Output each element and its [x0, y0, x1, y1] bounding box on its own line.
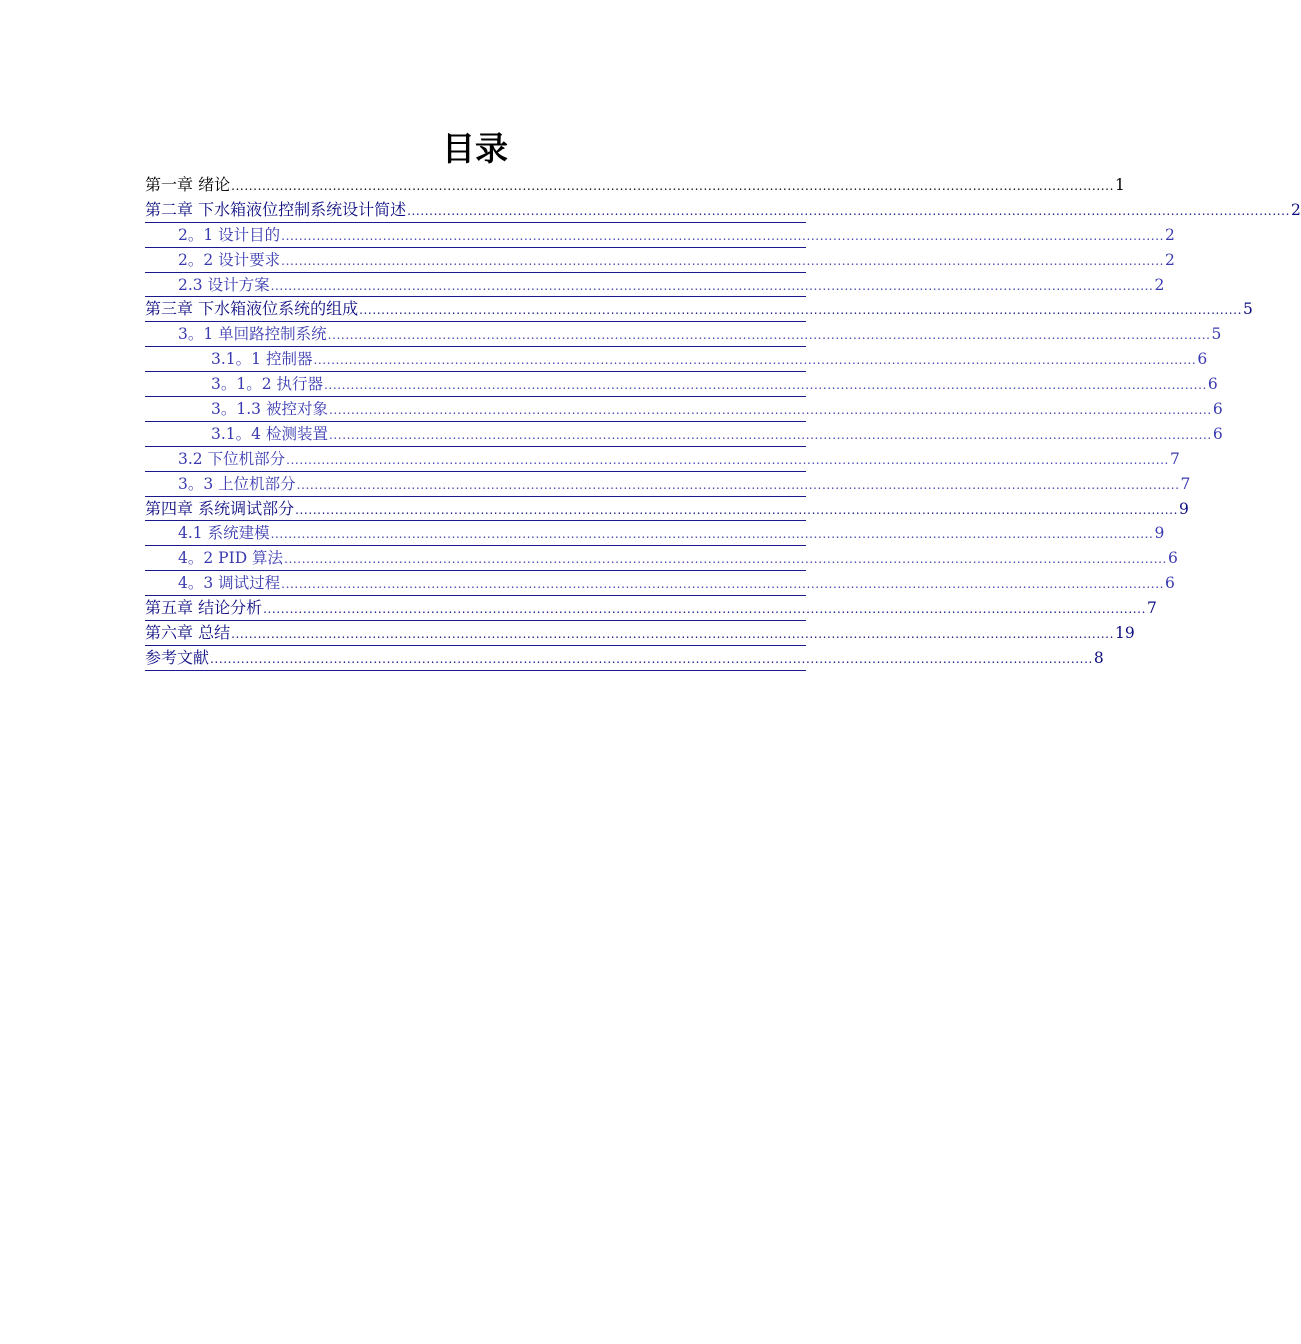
toc-page-number: 6 — [1167, 549, 1178, 568]
toc-entry[interactable] — [145, 596, 1157, 621]
toc-dot-leader: ........................................................................................................................................................................................................ — [328, 427, 1212, 442]
toc-entry-text: 4。2 PID 算法 — [178, 549, 284, 568]
toc-dot-leader: ........................................................................................................................................................................................................ — [407, 203, 1290, 218]
toc-entry-text: 2。1 设计目的 — [178, 225, 281, 244]
toc-page-number: 7 — [1180, 474, 1191, 493]
toc-page-number: 5 — [1242, 300, 1253, 319]
toc-page-number: 2 — [1165, 250, 1175, 269]
toc-entry-text: 3。1.3 被控对象 — [211, 400, 328, 419]
toc-entry[interactable] — [145, 297, 1253, 322]
toc-entry[interactable] — [145, 621, 1135, 646]
toc-dot-leader: ........................................................................................................................................................................................................ — [327, 328, 1211, 343]
toc-entry-text: 3.1。1 控制器 — [211, 350, 313, 369]
toc-entry[interactable] — [145, 521, 1165, 546]
toc-entry[interactable] — [145, 397, 1223, 422]
toc-entry-text: 第五章 结论分析 — [145, 598, 263, 618]
table-of-contents — [145, 173, 1301, 671]
toc-page-number: 7 — [1169, 449, 1180, 468]
toc-dot-leader: ........................................................................................................................................................................................................ — [328, 403, 1212, 418]
toc-page-number: 9 — [1154, 524, 1165, 543]
toc-entry[interactable] — [145, 273, 1165, 298]
toc-entry-text: 2。2 设计要求 — [178, 250, 281, 269]
toc-entry-text: 第四章 系统调试部分 — [145, 498, 295, 518]
toc-entry[interactable] — [145, 248, 1175, 273]
toc-entry-text: 第二章 下水箱液位控制系统设计简述 — [145, 199, 407, 219]
toc-page-number: 6 — [1212, 424, 1223, 443]
toc-entry-text: 第六章 总结 — [145, 623, 231, 643]
toc-dot-leader: ........................................................................................................................................................................................................ — [270, 527, 1154, 542]
toc-entry[interactable] — [145, 422, 1223, 447]
toc-entry[interactable] — [145, 546, 1178, 571]
toc-entry-text: 4。3 调试过程 — [178, 574, 281, 593]
toc-entry-text: 2.3 设计方案 — [178, 275, 270, 294]
toc-dot-leader: ........................................................................................................................................................................................................ — [296, 477, 1180, 492]
toc-dot-leader: ........................................................................................................................................................................................................ — [210, 651, 1093, 666]
toc-dot-leader: ........................................................................................................................................................................................................ — [286, 452, 1169, 467]
toc-entry-text: 第一章 绪论 — [145, 175, 231, 194]
toc-entry-text: 3.1。4 检测装置 — [211, 424, 328, 443]
toc-entry[interactable] — [145, 372, 1218, 397]
toc-entry[interactable] — [145, 347, 1208, 372]
toc-dot-leader: ........................................................................................................................................................................................................ — [295, 502, 1178, 517]
toc-entry[interactable] — [145, 472, 1191, 497]
toc-dot-leader: ........................................................................................................................................................................................................ — [324, 378, 1207, 393]
toc-page-number: 2 — [1165, 225, 1175, 244]
toc-dot-leader: ........................................................................................................................................................................................................ — [284, 552, 1167, 567]
toc-entry-text: 3.2 下位机部分 — [178, 449, 286, 468]
toc-dot-leader: ........................................................................................................................................................................................................ — [313, 353, 1197, 368]
toc-entry-text: 4.1 系统建模 — [178, 524, 270, 543]
toc-page-number: 6 — [1165, 574, 1175, 593]
toc-page-number: 6 — [1207, 375, 1218, 394]
toc-entry-text: 3。1 单回路控制系统 — [178, 325, 327, 344]
toc-page-number: 8 — [1093, 648, 1104, 667]
toc-entry[interactable] — [145, 322, 1222, 347]
toc-page-number: 7 — [1146, 599, 1157, 618]
toc-dot-leader: ........................................................................................................................................................................................................ — [263, 602, 1146, 617]
toc-entry — [145, 173, 1125, 198]
toc-entry-text: 参考文献 — [145, 647, 210, 667]
toc-page-number: 2 — [1154, 275, 1165, 294]
toc-dot-leader: ........................................................................................................................................................................................................ — [270, 278, 1154, 293]
toc-entry[interactable] — [145, 223, 1175, 248]
toc-title: 目录 — [442, 129, 508, 168]
toc-dot-leader: ........................................................................................................................................................................................................ — [281, 228, 1165, 243]
toc-dot-leader: ........................................................................................................................................................................................................ — [231, 627, 1114, 642]
toc-page-number: 6 — [1212, 400, 1223, 419]
toc-entry[interactable] — [145, 571, 1175, 596]
toc-page-number: 19 — [1114, 624, 1135, 643]
toc-entry-text: 第三章 下水箱液位系统的组成 — [145, 299, 359, 319]
toc-entry[interactable] — [145, 447, 1180, 472]
toc-entry-text: 3。3 上位机部分 — [178, 474, 296, 493]
toc-entry[interactable] — [145, 646, 1104, 671]
toc-dot-leader: ........................................................................................................................................................................................................ — [231, 179, 1114, 193]
toc-page-number: 9 — [1178, 499, 1189, 518]
toc-page-number: 5 — [1211, 325, 1222, 344]
toc-entry-text: 3。1。2 执行器 — [211, 375, 324, 394]
toc-page-number: 6 — [1197, 350, 1208, 369]
toc-dot-leader: ........................................................................................................................................................................................................ — [281, 577, 1165, 592]
toc-page-number: 1 — [1114, 176, 1125, 194]
toc-entry[interactable] — [145, 198, 1301, 223]
toc-dot-leader: ........................................................................................................................................................................................................ — [359, 303, 1242, 318]
toc-entry[interactable] — [145, 497, 1189, 522]
toc-page-number: 2 — [1290, 200, 1301, 219]
toc-dot-leader: ........................................................................................................................................................................................................ — [281, 253, 1165, 268]
